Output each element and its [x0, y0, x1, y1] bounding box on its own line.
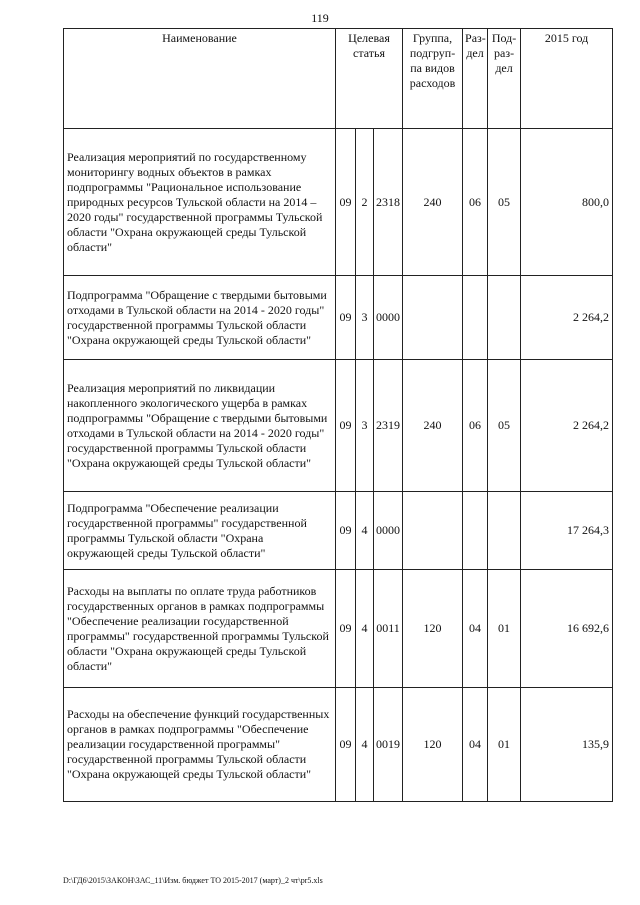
row-amount: 800,0	[521, 129, 613, 276]
header-subsection: Под-раз-дел	[488, 29, 521, 129]
row-subsection: 05	[488, 129, 521, 276]
row-article-code: 2319	[374, 360, 403, 492]
row-subsection: 01	[488, 688, 521, 802]
row-expense-group: 240	[403, 360, 463, 492]
row-article-subprogram: 3	[356, 360, 374, 492]
row-expense-group: 240	[403, 129, 463, 276]
row-amount: 17 264,3	[521, 492, 613, 570]
row-amount: 2 264,2	[521, 360, 613, 492]
row-name: Расходы на обеспечение функций государственных органов в рамках подпрограммы "Обеспечение реализации государственной программы" государственной программы Тульской области "Охрана окружающей среды Тульской области"	[64, 688, 336, 802]
header-name: Наименование	[64, 29, 336, 129]
row-section	[463, 492, 488, 570]
row-section: 06	[463, 360, 488, 492]
budget-table	[63, 28, 613, 802]
header-year: 2015 год	[521, 29, 613, 129]
file-path-footer: D:\ГД6\2015\ЗАКОН\ЗАС_11\Изм. бюджет ТО 2015-2017 (март)_2 чт\pr5.xls	[63, 876, 323, 885]
table-row	[64, 276, 613, 360]
header-target-article: Целевая статья	[336, 29, 403, 129]
row-article-code: 0000	[374, 492, 403, 570]
row-article-code: 0011	[374, 570, 403, 688]
row-article-subprogram: 4	[356, 492, 374, 570]
row-name: Расходы на выплаты по оплате труда работников государственных органов в рамках подпрограммы "Обеспечение реализации государственной программы" государственной программы Тульской области "Охрана окружающей среды Тульской области"	[64, 570, 336, 688]
row-name: Подпрограмма "Обеспечение реализации государственной программы" государственной программы Тульской области "Охрана окружающей среды Тульской области"	[64, 492, 336, 570]
row-expense-group: 120	[403, 570, 463, 688]
row-amount: 2 264,2	[521, 276, 613, 360]
row-article-code: 0000	[374, 276, 403, 360]
row-section	[463, 276, 488, 360]
row-section: 06	[463, 129, 488, 276]
row-section: 04	[463, 570, 488, 688]
row-article-program: 09	[336, 492, 356, 570]
row-amount: 16 692,6	[521, 570, 613, 688]
table-row	[64, 360, 613, 492]
row-article-program: 09	[336, 688, 356, 802]
row-article-program: 09	[336, 129, 356, 276]
table-row	[64, 688, 613, 802]
row-article-program: 09	[336, 570, 356, 688]
row-name: Реализация мероприятий по ликвидации накопленного экологического ущерба в рамках подпрограммы "Обращение с твердыми бытовыми отходами в Тульской области на 2014 - 2020 годы" государственной программы Тульской области "Охрана окружающей среды Тульской области"	[64, 360, 336, 492]
row-expense-group: 120	[403, 688, 463, 802]
row-name: Реализация мероприятий по государственному мониторингу водных объектов в рамках подпрограммы "Рациональное использование природных ресурсов Тульской области на 2014 – 2020 годы" государственной программы Тульской области "Охрана окружающей среды Тульской области"	[64, 129, 336, 276]
row-article-subprogram: 3	[356, 276, 374, 360]
row-section: 04	[463, 688, 488, 802]
row-article-subprogram: 4	[356, 688, 374, 802]
table-row	[64, 492, 613, 570]
row-subsection: 05	[488, 360, 521, 492]
row-expense-group	[403, 492, 463, 570]
row-amount: 135,9	[521, 688, 613, 802]
row-article-subprogram: 4	[356, 570, 374, 688]
row-article-program: 09	[336, 360, 356, 492]
row-article-program: 09	[336, 276, 356, 360]
header-section: Раз-дел	[463, 29, 488, 129]
row-subsection	[488, 276, 521, 360]
row-name: Подпрограмма "Обращение с твердыми бытовыми отходами в Тульской области на 2014 - 2020 годы" государственной программы Тульской области "Охрана окружающей среды Тульской области"	[64, 276, 336, 360]
table-row	[64, 129, 613, 276]
row-article-code: 0019	[374, 688, 403, 802]
row-article-subprogram: 2	[356, 129, 374, 276]
table-row	[64, 570, 613, 688]
row-expense-group	[403, 276, 463, 360]
page-number: 119	[311, 11, 329, 25]
row-subsection	[488, 492, 521, 570]
table-header-row	[64, 29, 613, 129]
row-article-code: 2318	[374, 129, 403, 276]
header-expense-group: Группа, подгруп-па видов расходов	[403, 29, 463, 129]
row-subsection: 01	[488, 570, 521, 688]
